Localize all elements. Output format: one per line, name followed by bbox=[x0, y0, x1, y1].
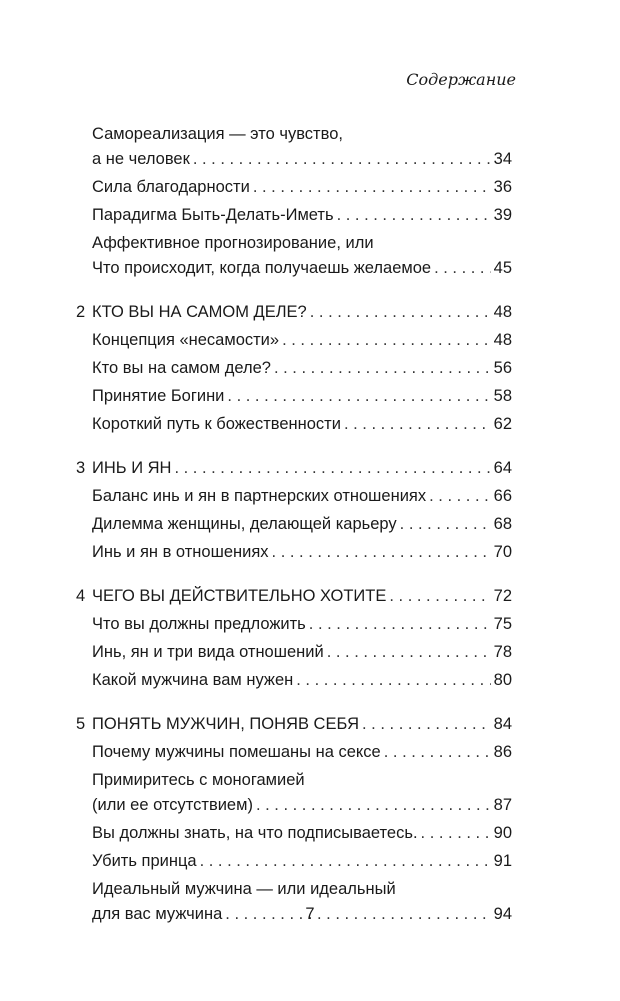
toc-entry-title: Концепция «несамости» bbox=[92, 331, 280, 349]
toc-page-number: 94 bbox=[493, 905, 512, 923]
toc-entry-line bbox=[92, 328, 512, 353]
toc-entry-title: Убить принца bbox=[92, 852, 197, 870]
dot-leader bbox=[429, 484, 491, 509]
toc-entry-title: ПОНЯТЬ МУЖЧИН, ПОНЯВ СЕБЯ bbox=[92, 715, 360, 733]
dot-leader bbox=[434, 256, 491, 281]
toc-entry-line bbox=[92, 540, 512, 565]
toc-page-number: 78 bbox=[493, 643, 512, 661]
toc-entry-title: ИНЬ И ЯН bbox=[92, 459, 172, 477]
toc-entry-title: Дилемма женщины, делающей карьеру bbox=[92, 515, 397, 533]
toc-page-number: 91 bbox=[493, 852, 512, 870]
chapter-number: 5 bbox=[76, 715, 86, 733]
dot-leader bbox=[362, 712, 491, 737]
dot-leader bbox=[174, 456, 490, 481]
toc-section-entry[interactable] bbox=[76, 328, 512, 353]
toc-entry-line bbox=[92, 849, 512, 874]
toc-entry-line bbox=[92, 203, 512, 228]
toc-section-entry[interactable] bbox=[76, 175, 512, 200]
page-number: 7 bbox=[305, 905, 315, 923]
toc-section-entry[interactable] bbox=[76, 484, 512, 509]
toc-section-entry[interactable] bbox=[76, 640, 512, 665]
dot-leader bbox=[327, 640, 491, 665]
toc-page-number: 64 bbox=[493, 459, 512, 477]
dot-leader bbox=[384, 740, 491, 765]
toc-entry-line bbox=[92, 512, 512, 537]
toc-page-number: 48 bbox=[493, 331, 512, 349]
toc-section-entry[interactable] bbox=[76, 740, 512, 765]
toc-entry-title: Инь и ян в отношениях bbox=[92, 543, 269, 561]
toc-entry-title-line: Самореализация — это чувство, bbox=[92, 125, 343, 143]
toc-section-entry[interactable] bbox=[76, 768, 512, 818]
toc-entry-line bbox=[92, 821, 512, 846]
toc-entry-title: Баланс инь и ян в партнерских отношениях bbox=[92, 487, 427, 505]
toc-entry-line bbox=[92, 640, 512, 665]
toc-page-number: 80 bbox=[493, 671, 512, 689]
table-of-contents bbox=[76, 122, 512, 930]
toc-entry-line bbox=[92, 412, 512, 437]
toc-page-number: 48 bbox=[493, 303, 512, 321]
toc-section-entry[interactable] bbox=[76, 412, 512, 437]
toc-chapter-entry[interactable] bbox=[76, 584, 512, 609]
toc-entry-title: КТО ВЫ НА САМОМ ДЕЛЕ? bbox=[92, 303, 307, 321]
toc-entry-title: для вас мужчина bbox=[92, 905, 223, 923]
toc-entry-title-line: Аффективное прогнозирование, или bbox=[92, 234, 374, 252]
toc-entry-title: Что происходит, когда получаешь желаемое bbox=[92, 259, 432, 277]
toc-entry-line bbox=[92, 793, 512, 818]
toc-entry-title: Почему мужчины помешаны на сексе bbox=[92, 743, 381, 761]
toc-section-entry[interactable] bbox=[76, 384, 512, 409]
toc-page-number: 72 bbox=[493, 587, 512, 605]
toc-entry-title: Инь, ян и три вида отношений bbox=[92, 643, 324, 661]
toc-page-number: 56 bbox=[493, 359, 512, 377]
chapter-number: 2 bbox=[76, 303, 86, 321]
toc-page-number: 39 bbox=[493, 206, 512, 224]
toc-entry-title-line: Идеальный мужчина — или идеальный bbox=[92, 880, 396, 898]
dot-leader bbox=[256, 793, 491, 818]
dot-leader bbox=[309, 612, 491, 637]
toc-entry-title: Кто вы на самом деле? bbox=[92, 359, 271, 377]
toc-entry-line bbox=[76, 712, 512, 737]
toc-entry-title: а не человек bbox=[92, 150, 190, 168]
toc-entry-title: Короткий путь к божественности bbox=[92, 415, 341, 433]
toc-page-number: 58 bbox=[493, 387, 512, 405]
toc-entry-line bbox=[92, 175, 512, 200]
toc-entry-title-line: Примиритесь с моногамией bbox=[92, 771, 305, 789]
dot-leader bbox=[274, 356, 491, 381]
toc-page-number: 36 bbox=[493, 178, 512, 196]
dot-leader bbox=[310, 300, 491, 325]
toc-page-number: 45 bbox=[493, 259, 512, 277]
chapter-separator bbox=[76, 284, 512, 300]
toc-page-number: 86 bbox=[493, 743, 512, 761]
toc-entry-title: Что вы должны предложить bbox=[92, 615, 306, 633]
toc-page-number: 66 bbox=[493, 487, 512, 505]
toc-entry-line bbox=[92, 668, 512, 693]
toc-page-number: 68 bbox=[493, 515, 512, 533]
toc-entry-line bbox=[92, 384, 512, 409]
toc-entry-line bbox=[76, 584, 512, 609]
toc-entry-line bbox=[76, 456, 512, 481]
toc-chapter-entry[interactable] bbox=[76, 300, 512, 325]
dot-leader bbox=[253, 175, 491, 200]
running-header: Содержание bbox=[406, 70, 516, 89]
toc-section-entry[interactable] bbox=[76, 849, 512, 874]
chapter-separator bbox=[76, 568, 512, 584]
chapter-number: 3 bbox=[76, 459, 86, 477]
dot-leader bbox=[272, 540, 491, 565]
toc-entry-line bbox=[92, 256, 512, 281]
dot-leader bbox=[344, 412, 491, 437]
toc-section-entry[interactable] bbox=[76, 231, 512, 281]
dot-leader bbox=[282, 328, 491, 353]
dot-leader bbox=[400, 512, 491, 537]
dot-leader bbox=[200, 849, 491, 874]
dot-leader bbox=[421, 821, 491, 846]
toc-entry-line bbox=[92, 147, 512, 172]
toc-entry-line bbox=[76, 300, 512, 325]
chapter-separator bbox=[76, 696, 512, 712]
toc-entry-title: ЧЕГО ВЫ ДЕЙСТВИТЕЛЬНО ХОТИТЕ bbox=[92, 587, 387, 605]
toc-entry-line bbox=[92, 612, 512, 637]
dot-leader bbox=[389, 584, 490, 609]
toc-entry-line bbox=[92, 740, 512, 765]
toc-section-entry[interactable] bbox=[76, 821, 512, 846]
toc-entry-title: Принятие Богини bbox=[92, 387, 225, 405]
toc-page-number: 90 bbox=[493, 824, 512, 842]
toc-section-entry[interactable] bbox=[76, 540, 512, 565]
dot-leader bbox=[193, 147, 491, 172]
dot-leader bbox=[227, 384, 490, 409]
toc-entry-title: (или ее отсутствием) bbox=[92, 796, 253, 814]
toc-section-entry[interactable] bbox=[76, 612, 512, 637]
toc-entry-line bbox=[92, 484, 512, 509]
toc-entry-line bbox=[92, 356, 512, 381]
chapter-separator bbox=[76, 440, 512, 456]
toc-entry-title: Парадигма Быть-Делать-Иметь bbox=[92, 206, 334, 224]
toc-section-entry[interactable] bbox=[76, 203, 512, 228]
toc-page-number: 84 bbox=[493, 715, 512, 733]
toc-entry-title: Сила благодарности bbox=[92, 178, 250, 196]
toc-section-entry[interactable] bbox=[76, 356, 512, 381]
toc-page-number: 62 bbox=[493, 415, 512, 433]
toc-chapter-entry[interactable] bbox=[76, 712, 512, 737]
dot-leader bbox=[337, 203, 491, 228]
toc-section-entry[interactable] bbox=[76, 122, 512, 172]
toc-entry-title: Какой мужчина вам нужен bbox=[92, 671, 294, 689]
toc-section-entry[interactable] bbox=[76, 668, 512, 693]
toc-entry-title: Вы должны знать, на что подписываетесь. bbox=[92, 824, 418, 842]
toc-section-entry[interactable] bbox=[76, 512, 512, 537]
toc-page-number: 34 bbox=[493, 150, 512, 168]
toc-chapter-entry[interactable] bbox=[76, 456, 512, 481]
toc-page-number: 70 bbox=[493, 543, 512, 561]
toc-page-number: 87 bbox=[493, 796, 512, 814]
chapter-number: 4 bbox=[76, 587, 86, 605]
dot-leader bbox=[296, 668, 490, 693]
toc-page-number: 75 bbox=[493, 615, 512, 633]
